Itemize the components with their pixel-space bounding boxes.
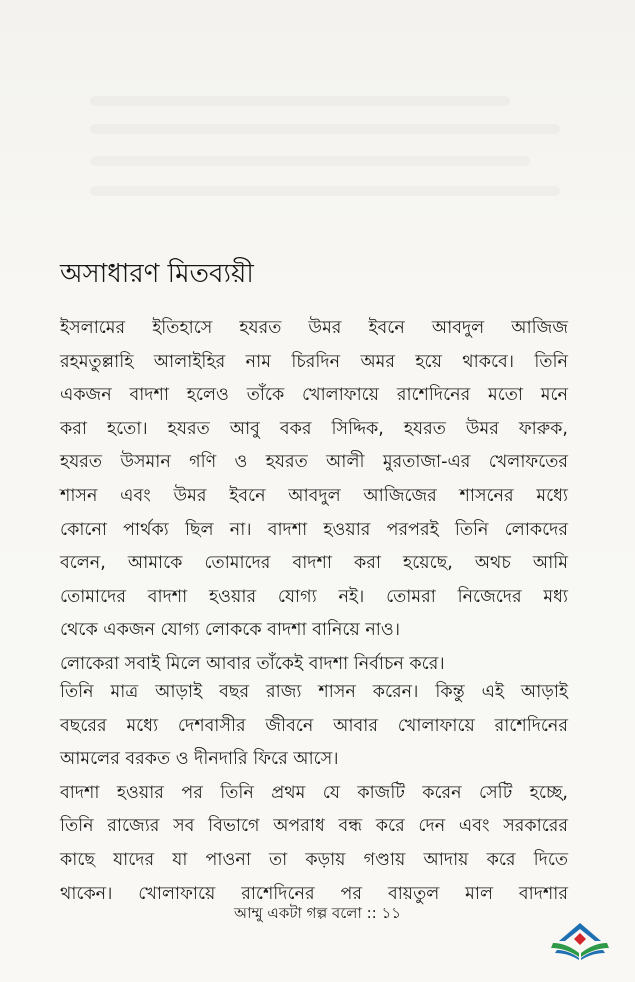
text-line: ইসলামের ইতিহাসে হযরত উমর ইবনে আবদুল আজিজ [60,318,568,338]
show-through-texture [90,156,530,166]
show-through-texture [90,186,560,196]
text-line: কাছে যাদের যা পাওনা তা কড়ায় গণ্ডায় আদায় করে দিতে [60,849,568,870]
text-line: হযরত উসমান গণি ও হযরত আলী মুরতাজা-এর খেলাফতের [60,452,568,473]
text-line: বছরের মধ্যে দেশবাসীর জীবনে আবার খোলাফায়ে রাশেদিনের [60,715,568,736]
text-line: করা হতো। হযরত আবু বকর সিদ্দিক, হযরত উমর ফারুক, [60,418,568,439]
show-through-texture [90,96,510,106]
text-line: তোমাদের বাদশা হওয়ার যোগ্য নই। তোমরা নিজেদের মধ্য [60,586,568,607]
chapter-heading: অসাধারণ মিতব্যয়ী [60,259,254,290]
text-line: একজন বাদশা হলেও তাঁকে খোলাফায়ে রাশেদিনের মতো মনে [60,385,568,406]
page-footer [0,902,635,924]
text-line: রহমতুল্লাহি আলাইহির নাম চিরদিন অমর হয়ে থাকবে। তিনি [60,351,568,372]
text-line: তিনি মাত্র আড়াই বছর রাজ্য শাসন করেন। কিন্তু এই আড়াই [60,682,568,702]
text-line: লোকেরা সবাই মিলে আবার তাঁকেই বাদশা নির্বাচন করে। [60,653,445,674]
logo-center-mark [574,933,586,945]
running-title: আম্মু একটা গল্প বলো [234,904,362,922]
text-line: বাদশা হওয়ার পর তিনি প্রথম যে কাজটি করেন সেটি হচ্ছে, [60,782,568,803]
text-line: বলেন, আমাকে তোমাদের বাদশা করা হয়েছে, অথচ আমি [60,553,568,574]
text-line: শাসন এবং উমর ইবনে আবদুল আজিজের শাসনের মধ্যে [60,485,568,506]
paragraph-1 [60,312,568,682]
text-line: থেকে একজন যোগ্য লোককে বাদশা বানিয়ে নাও। [60,620,400,641]
text-line: আমলের বরকত ও দীনদারি ফিরে আসে। [60,749,339,770]
footer-separator: :: [366,904,377,922]
text-line: কোনো পার্থক্য ছিল না। বাদশা হওয়ার পরপরই তিনি লোকদের [60,519,568,540]
page-number: ১১ [381,904,401,922]
book-logo-icon [549,917,611,961]
logo-book-left [551,943,579,957]
text-line: তিনি রাজ্যের সব বিভাগে অপরাধ বন্ধ করে দেন এবং সরকারের [60,816,568,837]
show-through-texture [90,124,560,134]
paragraph-2 [60,676,568,911]
logo-book-right [581,943,609,957]
text-line: থাকেন। খোলাফায়ে রাশেদিনের পর বায়তুল মাল বাদশার [60,883,568,904]
